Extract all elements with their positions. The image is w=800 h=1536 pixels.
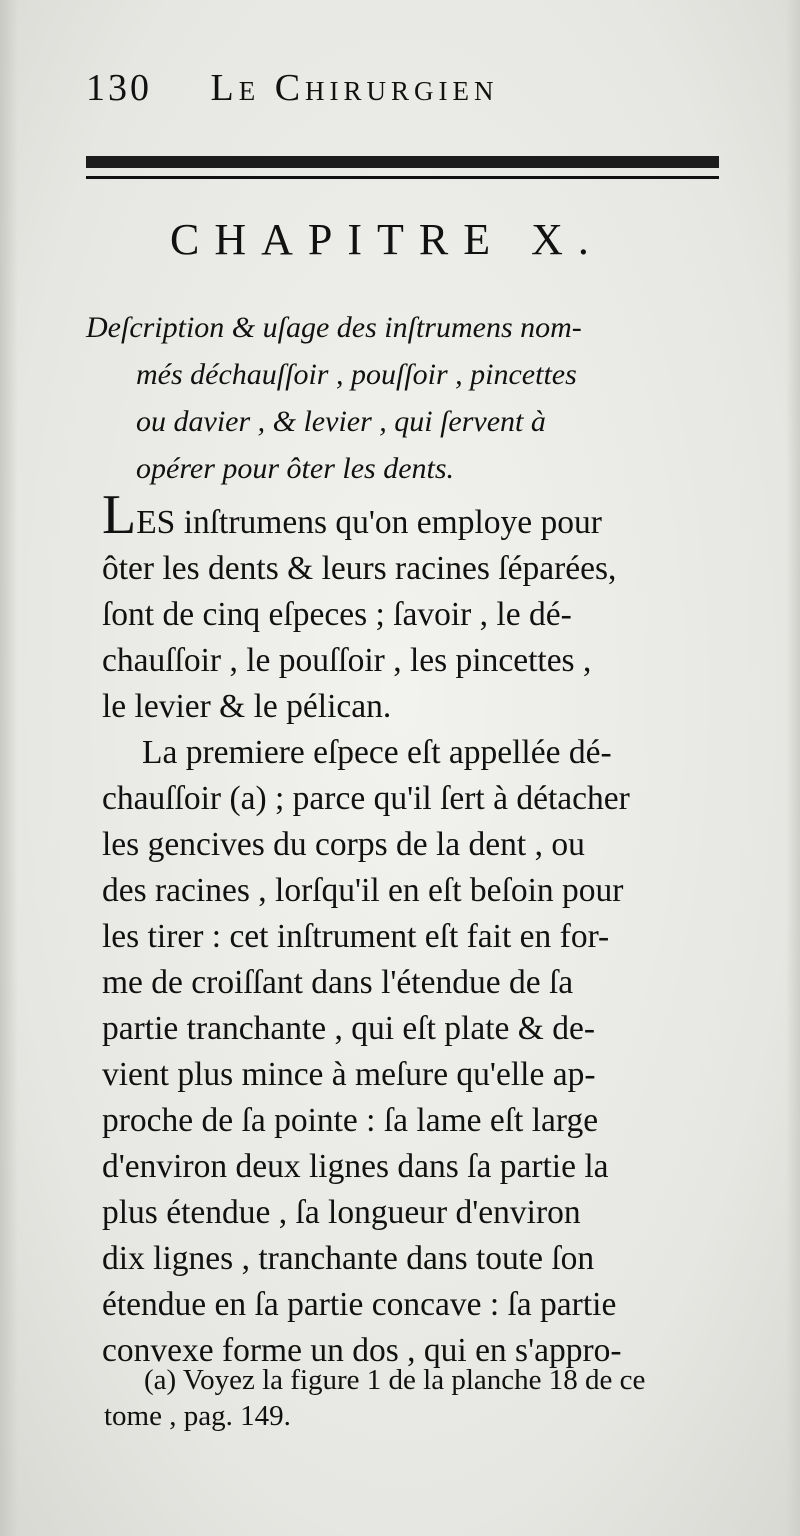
body-line: La premiere eſpece eſt appellée dé- [142, 734, 612, 771]
body-line: d'environ deux lignes dans ſa partie la [102, 1148, 609, 1185]
body-line: les gencives du corps de la dent , ou [102, 826, 585, 863]
body-line [102, 484, 742, 546]
body-line: partie tranchante , qui eſt plate & de- [102, 1010, 595, 1047]
body-text [102, 484, 742, 1374]
body-line: chauſſoir (a) ; parce qu'il ſert à détacher [102, 780, 630, 817]
running-head [86, 66, 726, 116]
summary-line: opérer pour ôter les dents. [136, 452, 455, 485]
body-line: ôter les dents & leurs racines ſéparées, [102, 550, 617, 587]
body-line: proche de ſa pointe : ſa lame eſt large [102, 1102, 599, 1139]
body-line: vient plus mince à meſure qu'elle ap- [102, 1056, 596, 1093]
body-line: me de croiſſant dans l'étendue de ſa [102, 964, 574, 1001]
body-line: le levier & le pélican. [102, 688, 392, 725]
summary-line: més déchauſſoir , pouſſoir , pincettes [136, 358, 577, 391]
body-line: chauſſoir , le pouſſoir , les pincettes , [102, 642, 592, 679]
summary-line: Deſcription & uſage des inſtrumens nom- [86, 311, 582, 344]
running-title: Le Chirurgien [210, 67, 499, 109]
header-rule-thick [86, 156, 719, 168]
chapter-heading: CHAPITRE X. [170, 215, 604, 264]
page-edge-shadow-left [0, 0, 18, 1536]
drop-initial: L [102, 484, 137, 546]
body-line: étendue en ſa partie concave : ſa partie [102, 1286, 617, 1323]
body-line-text: ES inſtrumens qu'on employe pour [136, 504, 602, 541]
footnote [104, 1362, 744, 1434]
body-line: dix lignes , tranchante dans toute ſon [102, 1240, 595, 1277]
chapter-summary [86, 304, 736, 492]
summary-line: ou davier , & levier , qui ſervent à [136, 405, 546, 438]
footnote-line: (a) Voyez la figure 1 de la planche 18 de ce [144, 1364, 646, 1396]
body-line: convexe forme un dos , qui en s'appro- [102, 1332, 622, 1369]
body-line: des racines , lorſqu'il en eſt beſoin pour [102, 872, 624, 909]
page-edge-shadow-right [786, 0, 800, 1536]
body-line: ſont de cinq eſpeces ; ſavoir , le dé- [102, 596, 572, 633]
body-line: les tirer : cet inſtrument eſt fait en for- [102, 918, 610, 955]
body-line: plus étendue , ſa longueur d'environ [102, 1194, 581, 1231]
footnote-line: tome , pag. 149. [104, 1400, 291, 1432]
page-number: 130 [86, 67, 152, 109]
header-rule-thin [86, 176, 719, 179]
